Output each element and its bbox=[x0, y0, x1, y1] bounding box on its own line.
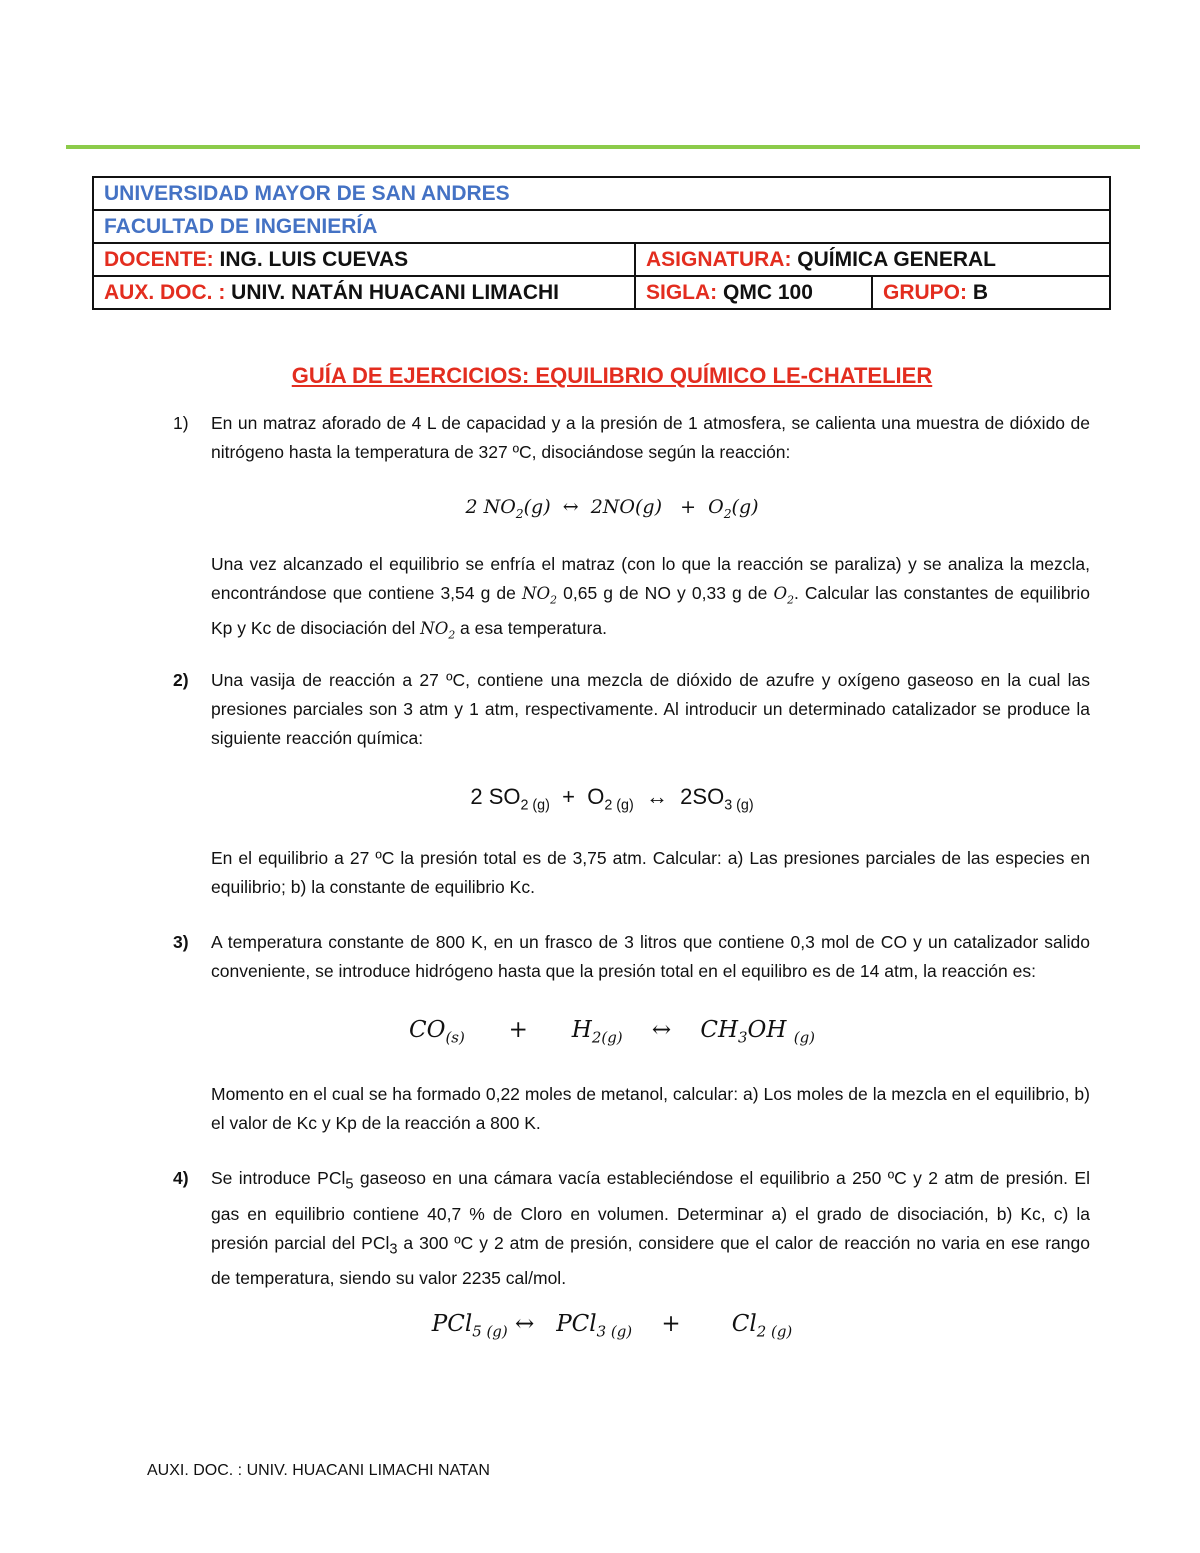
header-rule bbox=[66, 145, 1140, 149]
exercise-number: 4) bbox=[173, 1168, 189, 1188]
exercise-3-question bbox=[160, 1080, 1090, 1138]
docente-cell bbox=[93, 243, 635, 276]
reaction-equation-4: PCl$_{5 (g)}$ ↔ PCl$_{3 (g)}$ + $Cl_{2 (g)}$ bbox=[431, 1311, 793, 1341]
docente-label: DOCENTE: bbox=[104, 247, 214, 271]
asignatura-cell bbox=[635, 243, 1110, 276]
grupo-value: B bbox=[967, 280, 988, 304]
exercise-statement: Se introduce PCl$_5$ gaseoso en una cámara vacía estableciéndose el equilibrio a 250 ºC y 2 atm de presión. El gas en equilibrio contiene 40,7 % de Cloro en volumen. Determinar a) el grado de disociación, b) Kc, c) la presión parcial del PCl$_3$ a 300 ºC y 2 atm de presión, considere que el calor de reacción no varia en ese rango de temperatura, siendo su valor 2235 cal/mol. bbox=[211, 1168, 1090, 1288]
reaction-equation-3: $CO_{(s)}$ + $H_{2(g)}$ ↔ $CH_3OH$ $_{(g)}$ bbox=[409, 1017, 815, 1047]
university-name: UNIVERSIDAD MAYOR DE SAN ANDRES bbox=[93, 177, 1110, 210]
grupo-cell bbox=[872, 276, 1110, 309]
exercise-statement: En un matraz aforado de 4 L de capacidad y a la presión de 1 atmosfera, se calienta una muestra de dióxido de nitrógeno hasta la temperatura de 327 ºC, disociándose según la reacción: bbox=[211, 413, 1090, 462]
asignatura-label: ASIGNATURA: bbox=[646, 247, 792, 271]
header-table bbox=[92, 176, 1111, 310]
exercise-statement: Una vasija de reacción a 27 ºC, contiene una mezcla de dióxido de azufre y oxígeno gaseoso en la cual las presiones parciales son 3 atm y 1 atm, respectivamente. Al introducir un determinado catalizador se produce la siguiente reacción química: bbox=[211, 670, 1090, 748]
reaction-equation-1: 2 $NO_2(g)$ ↔ $2NO(g) + O_2(g)$ bbox=[465, 496, 759, 521]
faculty-name: FACULTAD DE INGENIERÍA bbox=[93, 210, 1110, 243]
reaction-equation-2: 2 $SO_{2 (g)} + O_{2 (g)}$ ↔ $2SO_3$ $_{(g)}$ bbox=[470, 784, 754, 814]
exercise-statement: A temperatura constante de 800 K, en un frasco de 3 litros que contiene 0,3 mol de CO y un catalizador salido conveniente, se introduce hidrógeno hasta que la presión total en el equilibro es de 14 atm, la reacción es: bbox=[211, 932, 1090, 981]
exercise-2 bbox=[160, 666, 1090, 753]
exercise-4 bbox=[160, 1164, 1090, 1293]
page-footer: AUXI. DOC. : UNIV. HUACANI LIMACHI NATAN bbox=[147, 1462, 490, 1479]
exercise-question: Momento en el cual se ha formado 0,22 moles de metanol, calcular: a) Los moles de la mezcla en el equilibrio, b) el valor de Kc y Kp de la reacción a 800 K. bbox=[211, 1084, 1090, 1133]
aux-value: UNIV. NATÁN HUACANI LIMACHI bbox=[225, 280, 560, 304]
grupo-label: GRUPO: bbox=[883, 280, 967, 304]
exercise-question: En el equilibrio a 27 ºC la presión total es de 3,75 atm. Calcular: a) Las presiones parciales de las especies en equilibrio; b) la constante de equilibrio Kc. bbox=[211, 848, 1090, 897]
exercise-number: 1) bbox=[173, 413, 189, 433]
exercise-number: 2) bbox=[173, 670, 189, 690]
docente-value: ING. LUIS CUEVAS bbox=[213, 247, 409, 271]
exercise-1 bbox=[160, 409, 1090, 467]
exercise-2-question bbox=[160, 844, 1090, 902]
aux-cell bbox=[93, 276, 635, 309]
sigla-label: SIGLA: bbox=[646, 280, 718, 304]
exercise-3 bbox=[160, 928, 1090, 986]
exercise-1-question bbox=[160, 550, 1090, 650]
aux-label: AUX. DOC. : bbox=[104, 280, 226, 304]
sigla-value: QMC 100 bbox=[717, 280, 813, 304]
document-title: GUÍA DE EJERCICIOS: EQUILIBRIO QUÍMICO LE-CHATELIER bbox=[291, 363, 933, 388]
exercise-question: Una vez alcanzado el equilibrio se enfría el matraz (con lo que la reacción se paraliza) y se analiza la mezcla, encontrándose que contiene 3,54 g de $NO_2$ 0,65 g de NO y 0,33 g de $O_2$. Calcular las constantes de equilibrio Kp y Kc de disociación del $NO_2$ a esa temperatura. bbox=[211, 554, 1090, 642]
asignatura-value: QUÍMICA GENERAL bbox=[791, 247, 996, 271]
exercise-number: 3) bbox=[173, 932, 189, 952]
sigla-cell bbox=[635, 276, 872, 309]
